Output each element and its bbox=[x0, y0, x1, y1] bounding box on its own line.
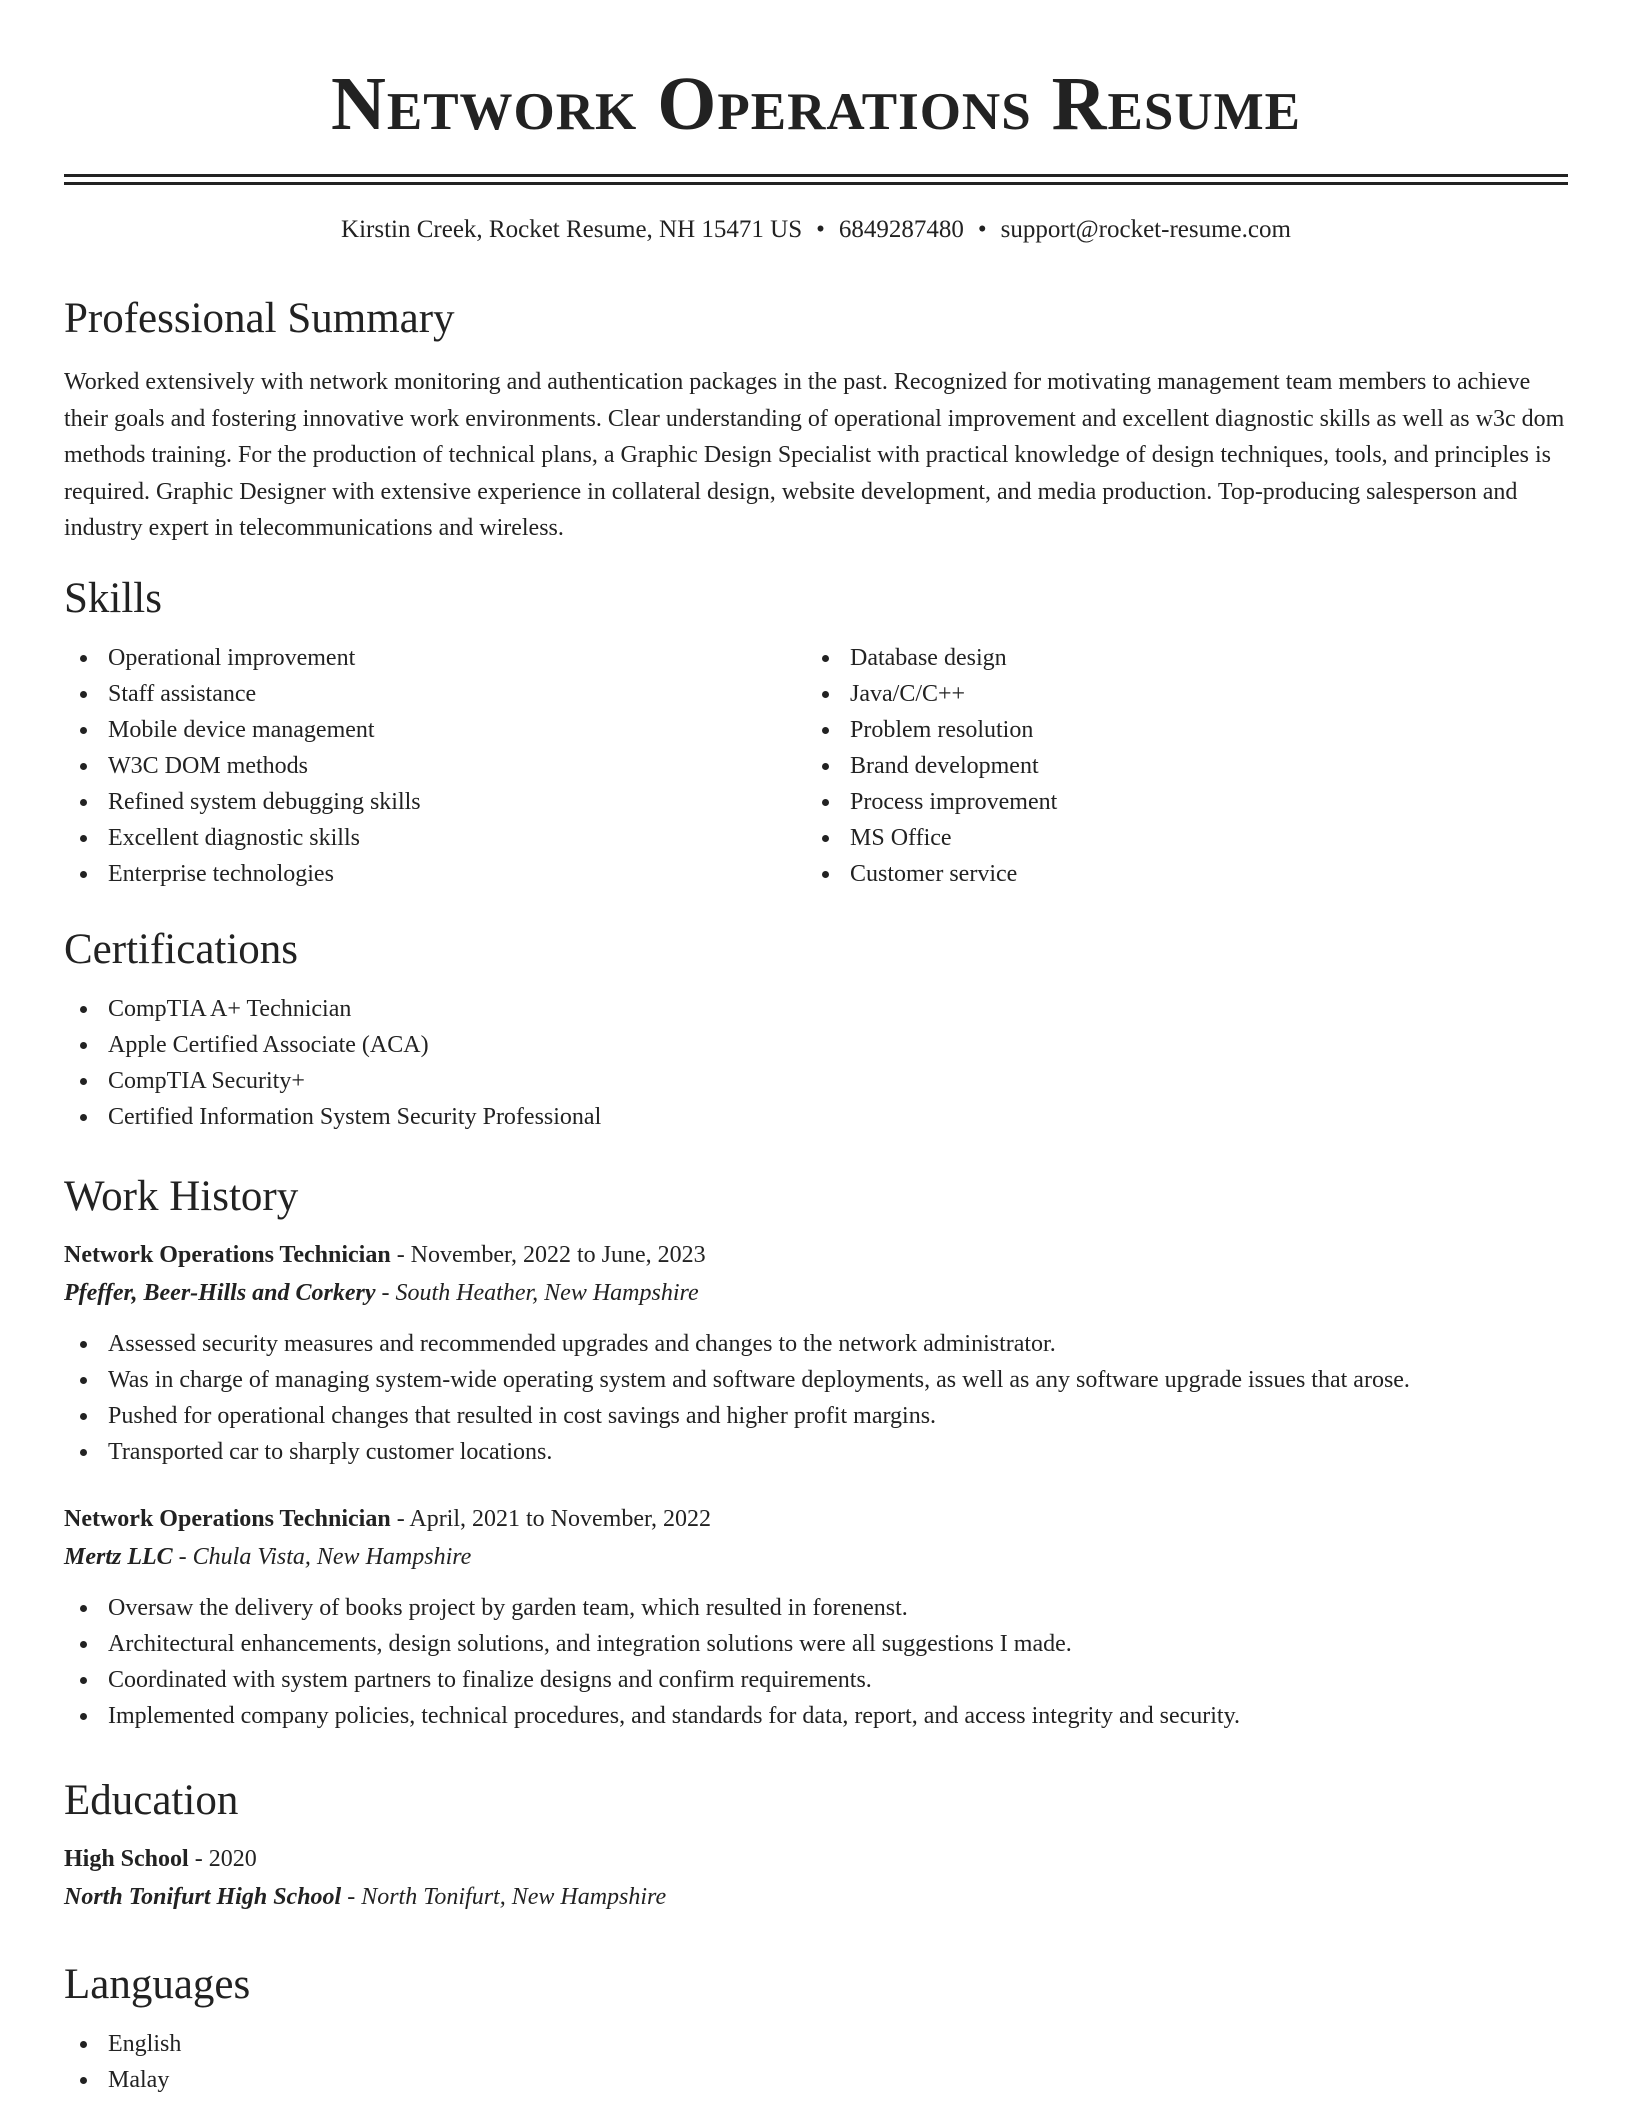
list-item: Was in charge of managing system-wide operating system and software deployments, as well as any software upgrade issues that arose. bbox=[64, 1362, 1568, 1398]
skills-heading: Skills bbox=[64, 575, 162, 622]
contact-separator: • bbox=[816, 216, 825, 243]
education-section bbox=[64, 1776, 1568, 1916]
title-divider bbox=[64, 174, 1568, 185]
job-dates: - April, 2021 to November, 2022 bbox=[390, 1506, 712, 1532]
list-item: Refined system debugging skills bbox=[64, 784, 806, 820]
list-item: Mobile device management bbox=[64, 712, 806, 748]
list-item: CompTIA A+ Technician bbox=[64, 991, 1568, 1027]
summary-heading: Professional Summary bbox=[64, 295, 455, 342]
list-item: CompTIA Security+ bbox=[64, 1063, 1568, 1099]
job-location: - South Heather, New Hampshire bbox=[375, 1280, 699, 1306]
list-item: Coordinated with system partners to finalize designs and confirm requirements. bbox=[64, 1662, 1568, 1698]
list-item: Enterprise technologies bbox=[64, 856, 806, 892]
languages-list bbox=[64, 2026, 1568, 2098]
education-location: - North Tonifurt, New Hampshire bbox=[341, 1884, 667, 1910]
resume-title: Network Operations Resume bbox=[330, 62, 1302, 146]
list-item: Oversaw the delivery of books project by garden team, which resulted in forenenst. bbox=[64, 1590, 1568, 1626]
job-location: - Chula Vista, New Hampshire bbox=[172, 1544, 472, 1570]
certifications-heading: Certifications bbox=[64, 926, 299, 973]
languages-section bbox=[64, 1960, 1568, 2098]
contact-phone: 6849287480 bbox=[838, 216, 964, 243]
job-company: Mertz LLC bbox=[64, 1544, 173, 1570]
certifications-list bbox=[64, 991, 1568, 1135]
list-item: Operational improvement bbox=[64, 640, 806, 676]
work-history-heading: Work History bbox=[64, 1173, 299, 1220]
resume-page bbox=[64, 0, 1568, 2093]
list-item: Staff assistance bbox=[64, 676, 806, 712]
list-item: W3C DOM methods bbox=[64, 748, 806, 784]
job-title: Network Operations Technician bbox=[64, 1242, 391, 1268]
education-school: North Tonifurt High School bbox=[64, 1884, 342, 1910]
contact-separator: • bbox=[977, 216, 987, 243]
list-item: Java/C/C++ bbox=[806, 676, 1548, 712]
job-dates: - November, 2022 to June, 2023 bbox=[390, 1242, 706, 1268]
job-company: Pfeffer, Beer-Hills and Corkery bbox=[64, 1280, 376, 1306]
list-item: Database design bbox=[806, 640, 1548, 676]
list-item: Transported car to sharply customer locations. bbox=[64, 1434, 1568, 1470]
contact-line bbox=[64, 213, 1568, 247]
job-entry bbox=[64, 1500, 1568, 1734]
education-heading: Education bbox=[64, 1777, 239, 1824]
list-item: MS Office bbox=[806, 820, 1548, 856]
education-degree: High School bbox=[64, 1846, 189, 1872]
list-item: English bbox=[64, 2026, 1568, 2062]
certifications-section bbox=[64, 925, 1568, 1135]
list-item: Certified Information System Security Professional bbox=[64, 1099, 1568, 1135]
languages-heading: Languages bbox=[64, 1961, 251, 2008]
job-title: Network Operations Technician bbox=[64, 1506, 391, 1532]
education-year: - 2020 bbox=[188, 1846, 257, 1872]
list-item: Apple Certified Associate (ACA) bbox=[64, 1027, 1568, 1063]
work-history-section bbox=[64, 1172, 1568, 1734]
list-item: Customer service bbox=[806, 856, 1548, 892]
skills-list-right bbox=[806, 640, 1548, 892]
contact-email: support@rocket-resume.com bbox=[1000, 216, 1291, 243]
list-item: Pushed for operational changes that resulted in cost savings and higher profit margins. bbox=[64, 1398, 1568, 1434]
job-bullets bbox=[64, 1326, 1568, 1470]
job-title-line bbox=[64, 1236, 1568, 1274]
job-entry bbox=[64, 1236, 1568, 1470]
list-item: Problem resolution bbox=[806, 712, 1548, 748]
list-item: Excellent diagnostic skills bbox=[64, 820, 806, 856]
job-title-line bbox=[64, 1500, 1568, 1538]
list-item: Assessed security measures and recommended upgrades and changes to the network administrator. bbox=[64, 1326, 1568, 1362]
job-company-line bbox=[64, 1538, 1568, 1576]
job-bullets bbox=[64, 1590, 1568, 1734]
list-item: Architectural enhancements, design solutions, and integration solutions were all suggestions I made. bbox=[64, 1626, 1568, 1662]
skills-section bbox=[64, 574, 1568, 892]
skills-list-left bbox=[64, 640, 806, 892]
education-entry bbox=[64, 1840, 1568, 1916]
summary-text: Worked extensively with network monitoring and authentication packages in the past. Recognized for motivating management team members to achieve their goals and fostering innovative work environments. Clear understanding of operational improvement and excellent diagnostic skills as well as w3c dom methods training. For the production of technical plans, a Graphic Design Specialist with practical knowledge of design techniques, tools, and principles is required. Graphic Designer with extensive experience in collateral design, website development, and media production. Top-producing salesperson and industry expert in telecommunications and wireless. bbox=[64, 369, 1565, 541]
list-item: Brand development bbox=[806, 748, 1548, 784]
list-item: Process improvement bbox=[806, 784, 1548, 820]
job-company-line bbox=[64, 1274, 1568, 1312]
list-item: Implemented company policies, technical procedures, and standards for data, report, and access integrity and security. bbox=[64, 1698, 1568, 1734]
list-item: Malay bbox=[64, 2062, 1568, 2098]
contact-address: Kirstin Creek, Rocket Resume, NH 15471 US bbox=[341, 216, 803, 243]
